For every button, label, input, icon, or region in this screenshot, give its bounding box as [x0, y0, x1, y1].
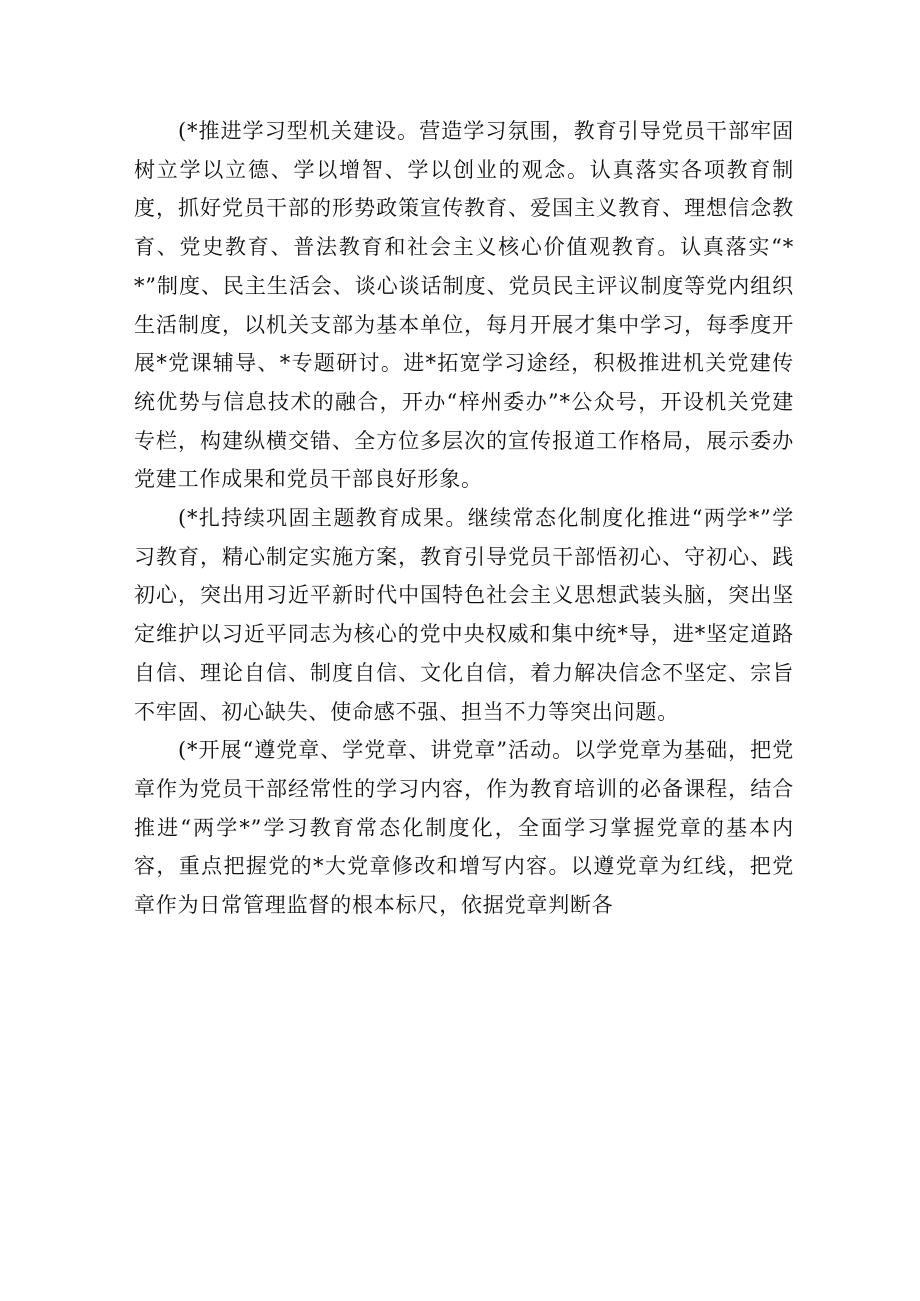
paragraph-theme-education: (*扎持续巩固主题教育成果。继续常态化制度化推进“两学*”学习教育，精心制定实施方案，教育引导党员干部悟初心、守初心、践初心，突出用习近平新时代中国特色社会主义思想武装头脑，突出坚定维护以习近平同志为核心的党中央权威和集中统*导，进*坚定道路自信、理论自信、制度自信、文化自信，着力解决信念不坚定、宗旨不牢固、初心缺失、使命感不强、担当不力等突出问题。 — [134, 506, 794, 724]
document-body — [134, 112, 794, 925]
paragraph-party-constitution: (*开展“遵党章、学党章、讲党章”活动。以学党章为基础，把党章作为党员干部经常性的学习内容，作为教育培训的必备课程，结合推进“两学*”学习教育常态化制度化，全面学习掌握党章的基本内容，重点把握党的*大党章修改和增写内容。以遵党章为红线，把党章作为日常管理监督的根本标尺，依据党章判断各 — [134, 738, 794, 918]
paragraph-learning-organization: (*推进学习型机关建设。营造学习氛围，教育引导党员干部牢固树立学以立德、学以增智、学以创业的观念。认真落实各项教育制度，抓好党员干部的形势政策宣传教育、爱国主义教育、理想信念教育、党史教育、普法教育和社会主义核心价值观教育。认真落实“**”制度、民主生活会、谈心谈话制度、党员民主评议制度等党内组织生活制度，以机关支部为基本单位，每月开展才集中学习，每季度开展*党课辅导、*专题研讨。进*拓宽学习途经，积极推进机关党建传统优势与信息技术的融合，开办“梓州委办”*公众号，开设机关党建专栏，构建纵横交错、全方位多层次的宣传报道工作格局，展示委办党建工作成果和党员干部良好形象。 — [134, 119, 794, 492]
